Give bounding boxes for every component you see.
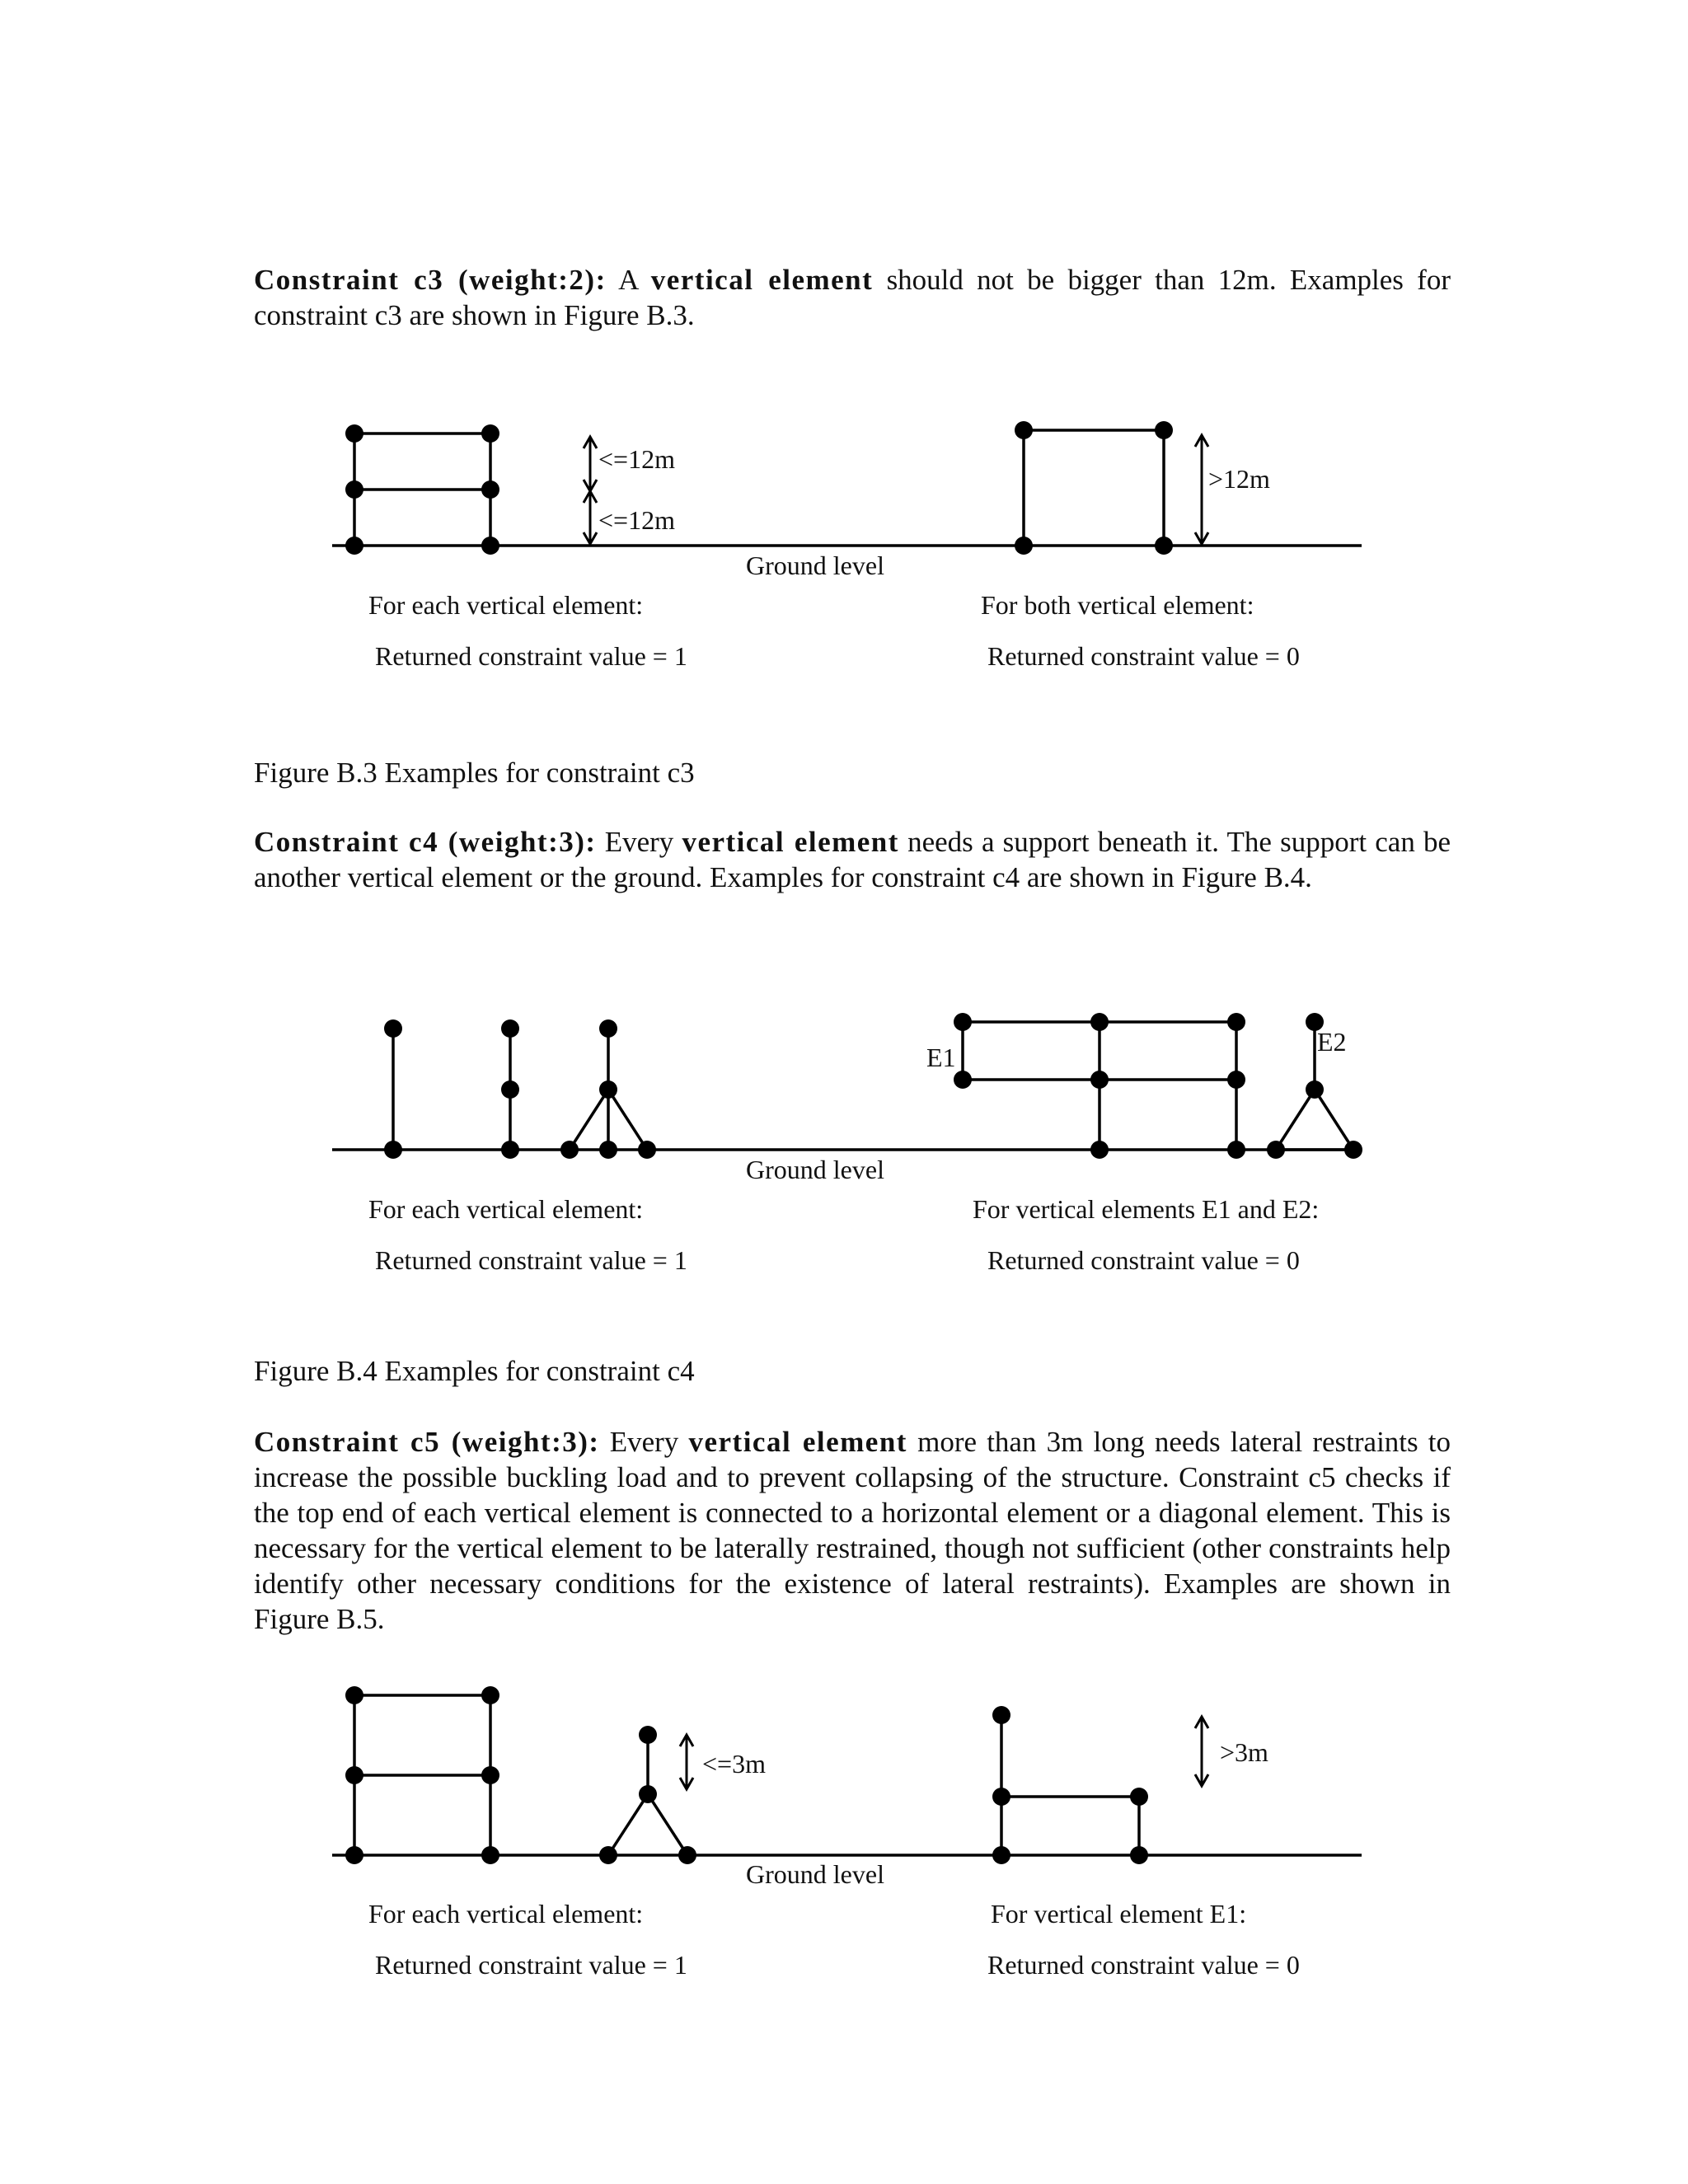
dim-label-bottom: <=12m xyxy=(598,505,675,535)
constraint-c3-pre: A xyxy=(618,264,638,296)
right-result-title: For vertical elements E1 and E2: xyxy=(973,1194,1320,1224)
right-frame xyxy=(992,1706,1148,1864)
constraint-c4-text: needs a support beneath it. The support can be another vertical element or the ground. Examples for constraint c4 are shown in Figure B.4. xyxy=(254,826,1451,893)
constraint-c3-paragraph xyxy=(254,262,1451,333)
figure-b3 xyxy=(0,404,1688,684)
left-result-title: For each vertical element: xyxy=(368,1899,644,1929)
left-result-value: Returned constraint value = 1 xyxy=(375,641,687,671)
constraint-c4-term: vertical element xyxy=(682,826,899,858)
column-on-tripod xyxy=(560,1019,656,1159)
constraint-c4-paragraph xyxy=(254,824,1451,895)
left-result-value: Returned constraint value = 1 xyxy=(375,1950,687,1980)
ground-level-label: Ground level xyxy=(746,1155,884,1184)
dim-label-right: >12m xyxy=(1208,464,1270,494)
left-result-title: For each vertical element: xyxy=(368,1194,644,1224)
constraint-c5-paragraph xyxy=(254,1424,1451,1637)
constraint-c4-pre: Every xyxy=(604,826,674,858)
ground-level-label: Ground level xyxy=(746,551,884,580)
dim-label-left: <=3m xyxy=(702,1749,766,1779)
right-result-value: Returned constraint value = 0 xyxy=(987,1950,1300,1980)
frame-with-e1 xyxy=(954,1013,1245,1159)
constraint-c5-pre: Every xyxy=(609,1426,679,1458)
left-frame xyxy=(345,1686,499,1864)
left-result-title: For each vertical element: xyxy=(368,590,644,620)
left-frame xyxy=(345,424,499,555)
constraint-c5-term: vertical element xyxy=(688,1426,907,1458)
stacked-column xyxy=(501,1019,519,1159)
right-frame xyxy=(1015,421,1173,555)
left-result-value: Returned constraint value = 1 xyxy=(375,1245,687,1275)
dim-arrow-right xyxy=(1195,1717,1208,1786)
constraint-c3-term: vertical element xyxy=(650,264,874,296)
right-result-title: For vertical element E1: xyxy=(991,1899,1247,1929)
dim-arrow-left xyxy=(680,1735,693,1789)
constraint-c4-title: Constraint c4 (weight:3): xyxy=(254,826,597,858)
ground-level-label: Ground level xyxy=(746,1859,884,1889)
tripod-with-e2 xyxy=(1267,1013,1362,1159)
constraint-c5-title: Constraint c5 (weight:3): xyxy=(254,1426,600,1458)
dim-arrow-right xyxy=(1195,435,1208,544)
single-column xyxy=(384,1019,402,1159)
right-result-title: For both vertical element: xyxy=(981,590,1254,620)
constraint-c3-title: Constraint c3 (weight:2): xyxy=(254,264,607,296)
figure-b3-caption: Figure B.3 Examples for constraint c3 xyxy=(254,757,695,789)
right-result-value: Returned constraint value = 0 xyxy=(987,1245,1300,1275)
label-e1: E1 xyxy=(926,1043,956,1072)
dim-arrow-left xyxy=(584,437,597,544)
short-column-on-tripod xyxy=(599,1726,696,1864)
constraint-c5-text: more than 3m long needs lateral restraints to increase the possible buckling load and to prevent collapsing of the structure. Constraint c5 checks if the top end of each vertical element is connected to a horizontal element or a diagonal element. This is necessary for the vertical element to be laterally restrained, though not sufficient (other constraints help identify other necessary conditions for the existence of lateral restraints). Examples are shown in Figure B.5. xyxy=(254,1426,1451,1635)
figure-b4-caption: Figure B.4 Examples for constraint c4 xyxy=(254,1355,695,1387)
dim-label-top: <=12m xyxy=(598,444,675,474)
figure-b5 xyxy=(0,1677,1688,2007)
dim-label-right: >3m xyxy=(1220,1737,1268,1767)
constraint-c3-text: should not be bigger than 12m. Examples for constraint c3 are shown in Figure B.3. xyxy=(254,264,1451,331)
figure-b4 xyxy=(0,997,1688,1277)
label-e2: E2 xyxy=(1317,1027,1347,1057)
right-result-value: Returned constraint value = 0 xyxy=(987,641,1300,671)
